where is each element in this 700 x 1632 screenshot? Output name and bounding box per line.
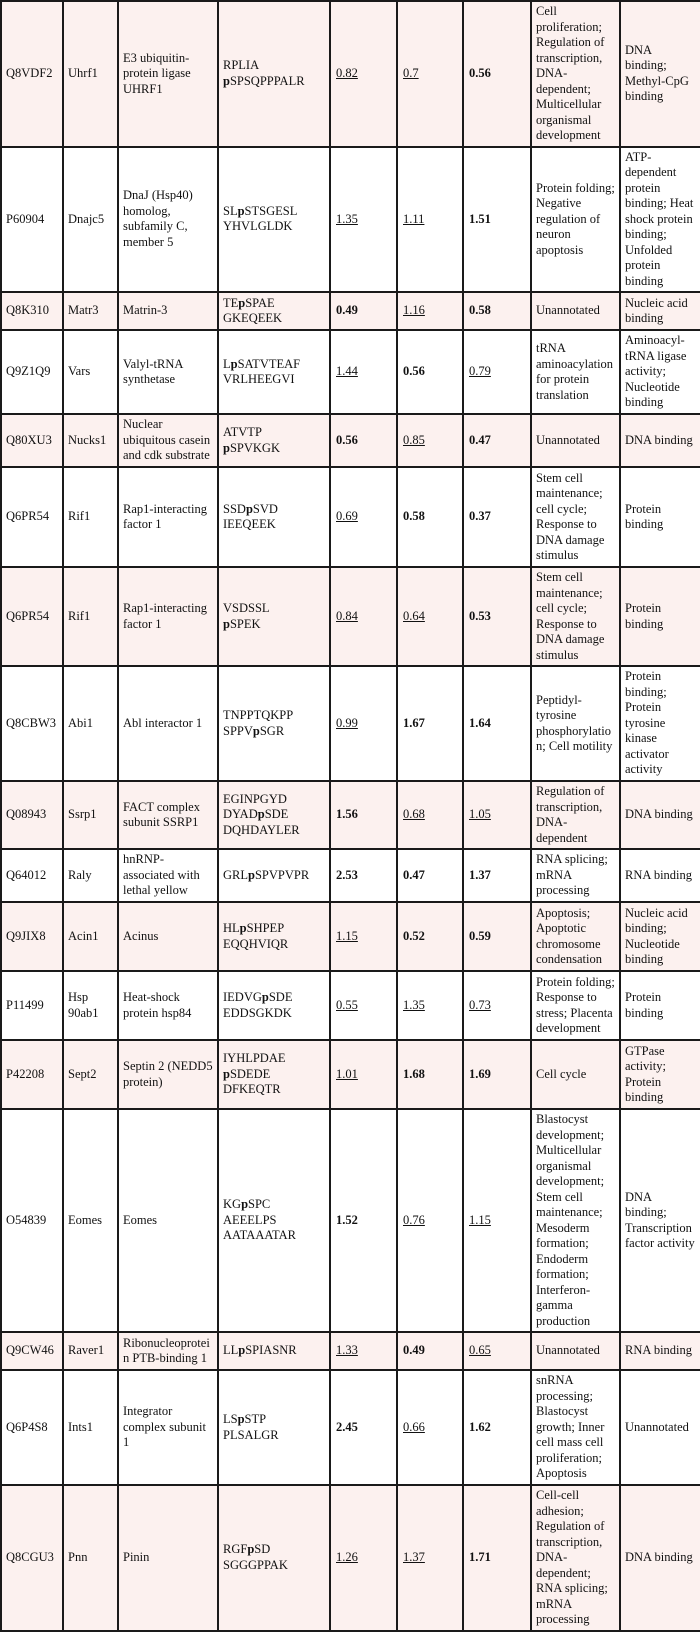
ratio-value: 0.56 — [403, 364, 425, 379]
table-row — [1, 1370, 700, 1485]
molecular-function-cell: DNA binding — [620, 781, 700, 849]
phospho-marker: p — [223, 440, 230, 455]
accession-cell: Q9JIX8 — [1, 902, 63, 971]
sequence-segment: SDE EDDSGKDK — [223, 990, 293, 1020]
ratio-cell-3 — [463, 1, 531, 147]
accession-cell: Q6P4S8 — [1, 1370, 63, 1485]
sequence-segment: STP PLSALGR — [223, 1412, 279, 1442]
accession-cell: Q9CW46 — [1, 1332, 63, 1370]
biological-process-cell: Unannotated — [531, 292, 620, 330]
biological-process-cell: snRNA processing; Blastocyst growth; Inner cell mass cell proliferation; Apoptosis — [531, 1370, 620, 1485]
molecular-function-cell: Protein binding — [620, 567, 700, 666]
protein-name-cell: DnaJ (Hsp40) homolog, subfamily C, member 5 — [118, 147, 218, 293]
molecular-function-cell: Nucleic acid binding — [620, 292, 700, 330]
sequence-segment: RGF — [223, 1542, 248, 1557]
ratio-cell-3 — [463, 147, 531, 293]
molecular-function-cell: GTPase activity; Protein binding — [620, 1040, 700, 1109]
ratio-value: 1.67 — [403, 715, 425, 730]
ratio-value: 0.64 — [403, 608, 425, 623]
ratio-value: 1.51 — [469, 211, 491, 226]
sequence-segment: SPVKGK — [229, 440, 280, 455]
molecular-function-cell: DNA binding — [620, 1485, 700, 1631]
accession-cell: Q8CBW3 — [1, 666, 63, 781]
table-row — [1, 902, 700, 971]
ratio-cell-2 — [397, 567, 463, 666]
ratio-cell-1 — [330, 1332, 397, 1370]
biological-process-cell: RNA splicing; mRNA processing — [531, 849, 620, 902]
phospho-marker: p — [238, 295, 246, 310]
ratio-value: 1.35 — [403, 997, 425, 1012]
sequence-segment: LS — [223, 1412, 238, 1426]
ratio-value: 0.66 — [403, 1419, 425, 1434]
accession-cell: Q64012 — [1, 849, 63, 902]
molecular-function-cell: DNA binding; Methyl-CpG binding — [620, 1, 700, 147]
peptide-sequence-cell — [218, 147, 330, 293]
ratio-value: 0.53 — [469, 608, 491, 623]
peptide-sequence-cell — [218, 292, 330, 330]
ratio-cell-3 — [463, 567, 531, 666]
ratio-cell-2 — [397, 1332, 463, 1370]
ratio-cell-2 — [397, 147, 463, 293]
ratio-value: 1.62 — [469, 1419, 491, 1434]
ratio-value: 1.37 — [403, 1550, 425, 1564]
accession-cell: Q08943 — [1, 781, 63, 849]
ratio-value: 2.53 — [336, 867, 358, 882]
ratio-cell-1 — [330, 467, 397, 567]
molecular-function-cell: RNA binding — [620, 1332, 700, 1370]
biological-process-cell: Protein folding; Response to stress; Placenta development — [531, 971, 620, 1040]
accession-cell: Q80XU3 — [1, 414, 63, 467]
table-row — [1, 330, 700, 414]
ratio-value: 1.15 — [469, 1212, 491, 1227]
sequence-segment: RPLIA — [223, 58, 260, 73]
sequence-segment: EGINPGYD DYAD — [223, 791, 287, 822]
sequence-segment: IYHLPDAE — [223, 1051, 286, 1066]
ratio-cell-2 — [397, 1109, 463, 1332]
sequence-segment: SPAE GKEQEEK — [223, 295, 283, 325]
ratio-value: 1.68 — [403, 1066, 425, 1081]
ratio-cell-2 — [397, 666, 463, 781]
ratio-cell-3 — [463, 849, 531, 902]
ratio-cell-2 — [397, 1370, 463, 1485]
peptide-sequence-cell — [218, 414, 330, 467]
gene-cell: Hsp 90ab1 — [63, 971, 118, 1040]
sequence-segment: SDE DQHDAYLER — [223, 807, 300, 837]
phospho-marker: p — [237, 203, 245, 218]
peptide-sequence-cell — [218, 902, 330, 971]
protein-name-cell: Valyl-tRNA synthetase — [118, 330, 218, 414]
ratio-value: 0.37 — [469, 509, 491, 524]
sequence-segment: L — [223, 356, 231, 371]
ratio-value: 1.11 — [403, 211, 425, 226]
ratio-value: 0.79 — [469, 364, 491, 379]
sequence-segment: SL — [223, 203, 238, 218]
phospho-marker: p — [248, 867, 255, 882]
phospho-marker: p — [241, 1197, 249, 1212]
molecular-function-cell: Unannotated — [620, 1370, 700, 1485]
ratio-value: 0.99 — [336, 715, 358, 730]
protein-name-cell: Heat-shock protein hsp84 — [118, 971, 218, 1040]
table-row — [1, 1109, 700, 1332]
sequence-segment: HL — [223, 921, 240, 935]
ratio-cell-2 — [397, 1040, 463, 1109]
phospho-marker: p — [245, 501, 253, 516]
peptide-sequence-cell — [218, 781, 330, 849]
ratio-cell-3 — [463, 971, 531, 1040]
protein-name-cell: hnRNP-associated with lethal yellow — [118, 849, 218, 902]
table-row — [1, 849, 700, 902]
ratio-cell-1 — [330, 567, 397, 666]
ratio-value: 1.35 — [336, 211, 358, 226]
protein-name-cell: Eomes — [118, 1109, 218, 1332]
protein-name-cell: Septin 2 (NEDD5 protein) — [118, 1040, 218, 1109]
molecular-function-cell: Nucleic acid binding; Nucleotide binding — [620, 902, 700, 971]
gene-cell: Matr3 — [63, 292, 118, 330]
phospho-marker: p — [257, 807, 265, 822]
ratio-cell-2 — [397, 1485, 463, 1631]
protein-name-cell: Rap1-interacting factor 1 — [118, 467, 218, 567]
ratio-value: 0.52 — [403, 928, 425, 943]
molecular-function-cell: Protein binding — [620, 467, 700, 567]
peptide-sequence-cell — [218, 666, 330, 781]
sequence-segment: SPIASNR — [245, 1343, 297, 1358]
molecular-function-cell: DNA binding — [620, 414, 700, 467]
ratio-cell-3 — [463, 414, 531, 467]
ratio-value: 1.69 — [469, 1066, 491, 1081]
ratio-cell-1 — [330, 666, 397, 781]
sequence-segment: SHPEP EQQHVIQR — [223, 921, 289, 951]
gene-cell: Abi1 — [63, 666, 118, 781]
sequence-segment: KG — [223, 1197, 242, 1212]
gene-cell: Vars — [63, 330, 118, 414]
peptide-sequence-cell — [218, 567, 330, 666]
sequence-segment: SPVPVPR — [254, 867, 310, 882]
accession-cell: O54839 — [1, 1109, 63, 1332]
sequence-segment: SSD — [223, 501, 246, 516]
protein-name-cell: Integrator complex subunit 1 — [118, 1370, 218, 1485]
ratio-value: 0.65 — [469, 1343, 491, 1358]
protein-name-cell: FACT complex subunit SSRP1 — [118, 781, 218, 849]
ratio-value: 0.58 — [469, 303, 491, 318]
table-row — [1, 467, 700, 567]
ratio-cell-3 — [463, 1040, 531, 1109]
biological-process-cell: Stem cell maintenance; cell cycle; Response to DNA damage stimulus — [531, 467, 620, 567]
ratio-cell-3 — [463, 1370, 531, 1485]
ratio-cell-1 — [330, 147, 397, 293]
accession-cell: Q8CGU3 — [1, 1485, 63, 1631]
table-row — [1, 414, 700, 467]
peptide-sequence-cell — [218, 1485, 330, 1631]
ratio-value: 0.55 — [336, 997, 358, 1012]
peptide-sequence-cell — [218, 849, 330, 902]
table-row — [1, 567, 700, 666]
ratio-value: 1.16 — [403, 303, 425, 318]
phospho-marker: p — [223, 1066, 230, 1081]
accession-cell: Q6PR54 — [1, 467, 63, 567]
gene-cell: Ssrp1 — [63, 781, 118, 849]
gene-cell: Acin1 — [63, 902, 118, 971]
ratio-cell-3 — [463, 292, 531, 330]
ratio-value: 0.68 — [403, 807, 425, 822]
ratio-cell-3 — [463, 666, 531, 781]
ratio-cell-2 — [397, 1, 463, 147]
ratio-cell-3 — [463, 902, 531, 971]
peptide-sequence-cell — [218, 971, 330, 1040]
molecular-function-cell: Protein binding; Protein tyrosine kinase activator activity — [620, 666, 700, 781]
ratio-value: 0.56 — [469, 66, 491, 80]
accession-cell: Q8VDF2 — [1, 1, 63, 147]
biological-process-cell: tRNA aminoacylation for protein translation — [531, 330, 620, 414]
ratio-cell-1 — [330, 849, 397, 902]
phospho-marker: p — [252, 723, 260, 738]
phospho-marker: p — [223, 73, 230, 88]
ratio-value: 1.44 — [336, 364, 358, 379]
gene-cell: Uhrf1 — [63, 1, 118, 147]
ratio-cell-1 — [330, 1370, 397, 1485]
ratio-value: 0.59 — [469, 928, 491, 943]
ratio-value: 0.82 — [336, 66, 358, 80]
ratio-value: 1.26 — [336, 1550, 358, 1564]
ratio-cell-3 — [463, 1485, 531, 1631]
ratio-value: 1.56 — [336, 807, 358, 822]
peptide-sequence-cell — [218, 1040, 330, 1109]
ratio-value: 0.56 — [336, 432, 358, 447]
sequence-segment: SPEK — [229, 616, 261, 631]
peptide-sequence-cell — [218, 1109, 330, 1332]
ratio-value: 1.05 — [469, 807, 491, 822]
molecular-function-cell: RNA binding — [620, 849, 700, 902]
ratio-cell-2 — [397, 971, 463, 1040]
sequence-segment: VSDSSL — [223, 601, 270, 615]
biological-process-cell: Peptidyl-tyrosine phosphorylation; Cell motility — [531, 666, 620, 781]
molecular-function-cell: Protein binding — [620, 971, 700, 1040]
peptide-sequence-cell — [218, 330, 330, 414]
protein-name-cell: Pinin — [118, 1485, 218, 1631]
ratio-cell-1 — [330, 1, 397, 147]
sequence-segment: SPC AEEELPS AATAAATAR — [223, 1197, 296, 1243]
sequence-segment: ATVTP — [223, 425, 262, 439]
ratio-cell-1 — [330, 1109, 397, 1332]
ratio-value: 0.73 — [469, 997, 491, 1012]
accession-cell: Q9Z1Q9 — [1, 330, 63, 414]
accession-cell: P60904 — [1, 147, 63, 293]
gene-cell: Ints1 — [63, 1370, 118, 1485]
ratio-cell-2 — [397, 330, 463, 414]
ratio-cell-2 — [397, 292, 463, 330]
protein-name-cell: Ribonucleoprotein PTB-binding 1 — [118, 1332, 218, 1370]
ratio-cell-2 — [397, 781, 463, 849]
ratio-cell-1 — [330, 292, 397, 330]
ratio-cell-1 — [330, 414, 397, 467]
gene-cell: Nucks1 — [63, 414, 118, 467]
table-row — [1, 1485, 700, 1631]
ratio-value: 0.58 — [403, 509, 425, 524]
phospho-marker: p — [239, 921, 247, 935]
table-row — [1, 292, 700, 330]
table-body — [1, 1, 700, 1631]
phospho-marker: p — [230, 356, 238, 371]
ratio-cell-2 — [397, 902, 463, 971]
accession-cell: Q8K310 — [1, 292, 63, 330]
biological-process-cell: Cell cycle — [531, 1040, 620, 1109]
ratio-value: 0.76 — [403, 1212, 425, 1227]
phospho-marker: p — [238, 1343, 246, 1358]
ratio-cell-1 — [330, 1485, 397, 1631]
ratio-value: 0.47 — [403, 867, 425, 882]
biological-process-cell: Cell-cell adhesion; Regulation of transcription, DNA-dependent; RNA splicing; mRNA processing — [531, 1485, 620, 1631]
ratio-value: 0.84 — [336, 608, 358, 623]
peptide-sequence-cell — [218, 1, 330, 147]
biological-process-cell: Unannotated — [531, 414, 620, 467]
biological-process-cell: Cell proliferation; Regulation of transcription, DNA-dependent; Multicellular organismal development — [531, 1, 620, 147]
table-row — [1, 147, 700, 293]
table-row — [1, 971, 700, 1040]
phospho-marker: p — [223, 616, 230, 631]
peptide-sequence-cell — [218, 1332, 330, 1370]
ratio-cell-1 — [330, 971, 397, 1040]
peptide-sequence-cell — [218, 467, 330, 567]
ratio-cell-1 — [330, 330, 397, 414]
table-row — [1, 666, 700, 781]
ratio-cell-2 — [397, 849, 463, 902]
gene-cell: Dnajc5 — [63, 147, 118, 293]
ratio-value: 0.69 — [336, 509, 358, 524]
ratio-cell-2 — [397, 467, 463, 567]
ratio-value: 0.49 — [336, 303, 358, 318]
ratio-value: 1.01 — [336, 1066, 358, 1081]
sequence-segment: SPSQPPPALR — [229, 73, 305, 88]
molecular-function-cell: ATP-dependent protein binding; Heat shock protein binding; Unfolded protein binding — [620, 147, 700, 293]
protein-name-cell: Abl interactor 1 — [118, 666, 218, 781]
peptide-sequence-cell — [218, 1370, 330, 1485]
sequence-segment: TE — [223, 295, 239, 310]
gene-cell: Rif1 — [63, 467, 118, 567]
accession-cell: P42208 — [1, 1040, 63, 1109]
biological-process-cell: Apoptosis; Apoptotic chromosome condensation — [531, 902, 620, 971]
ratio-cell-1 — [330, 902, 397, 971]
biological-process-cell: Regulation of transcription, DNA-dependent — [531, 781, 620, 849]
table-row — [1, 781, 700, 849]
ratio-value: 1.71 — [469, 1550, 491, 1564]
ratio-value: 0.49 — [403, 1343, 425, 1358]
sequence-segment: SGR — [259, 723, 285, 738]
ratio-cell-3 — [463, 1109, 531, 1332]
sequence-segment: SD SGGGPPAK — [223, 1542, 288, 1572]
protein-name-cell: Matrin-3 — [118, 292, 218, 330]
molecular-function-cell: Aminoacyl-tRNA ligase activity; Nucleotide binding — [620, 330, 700, 414]
ratio-value: 1.64 — [469, 715, 491, 730]
ratio-value: 0.47 — [469, 432, 491, 447]
ratio-value: 1.37 — [469, 867, 491, 882]
ratio-cell-3 — [463, 1332, 531, 1370]
phospho-marker: p — [237, 1412, 245, 1426]
biological-process-cell: Protein folding; Negative regulation of neuron apoptosis — [531, 147, 620, 293]
sequence-segment: STSGESL YHVLGLDK — [223, 203, 298, 234]
sequence-segment: LL — [223, 1343, 239, 1358]
table-row — [1, 1332, 700, 1370]
accession-cell: Q6PR54 — [1, 567, 63, 666]
accession-cell: P11499 — [1, 971, 63, 1040]
gene-cell: Raver1 — [63, 1332, 118, 1370]
ratio-value: 2.45 — [336, 1419, 358, 1434]
gene-cell: Eomes — [63, 1109, 118, 1332]
gene-cell: Rif1 — [63, 567, 118, 666]
ratio-value: 0.85 — [403, 432, 425, 447]
protein-name-cell: Acinus — [118, 902, 218, 971]
protein-name-cell: Rap1-interacting factor 1 — [118, 567, 218, 666]
sequence-segment: SVD IEEQEEK — [223, 501, 278, 531]
gene-cell: Pnn — [63, 1485, 118, 1631]
sequence-segment: SDEDE DFKEQTR — [223, 1066, 281, 1097]
sequence-segment: SATVTEAF VRLHEEGVI — [223, 356, 301, 386]
biological-process-cell: Stem cell maintenance; cell cycle; Response to DNA damage stimulus — [531, 567, 620, 666]
phospho-marker: p — [247, 1542, 255, 1557]
protein-name-cell: E3 ubiquitin-protein ligase UHRF1 — [118, 1, 218, 147]
ratio-value: 0.7 — [403, 66, 419, 80]
gene-cell: Sept2 — [63, 1040, 118, 1109]
ratio-cell-3 — [463, 330, 531, 414]
table-row — [1, 1040, 700, 1109]
protein-name-cell: Nuclear ubiquitous casein and cdk substrate — [118, 414, 218, 467]
ratio-cell-1 — [330, 1040, 397, 1109]
ratio-value: 1.52 — [336, 1212, 358, 1227]
ratio-cell-1 — [330, 781, 397, 849]
sequence-segment: GRL — [223, 867, 248, 882]
sequence-segment: TNPPTQKPP SPPV — [223, 708, 294, 738]
sequence-segment: IEDVG — [223, 990, 262, 1004]
ratio-cell-3 — [463, 781, 531, 849]
phospho-marker: p — [261, 990, 269, 1004]
ratio-cell-2 — [397, 414, 463, 467]
gene-cell: Raly — [63, 849, 118, 902]
ratio-value: 1.15 — [336, 928, 358, 943]
molecular-function-cell: DNA binding; Transcription factor activity — [620, 1109, 700, 1332]
table-row — [1, 1, 700, 147]
ratio-cell-3 — [463, 467, 531, 567]
biological-process-cell: Unannotated — [531, 1332, 620, 1370]
biological-process-cell: Blastocyst development; Multicellular organismal development; Stem cell maintenance; Mesoderm formation; Endoderm formation; Interferon-gamma production — [531, 1109, 620, 1332]
ratio-value: 1.33 — [336, 1343, 358, 1358]
